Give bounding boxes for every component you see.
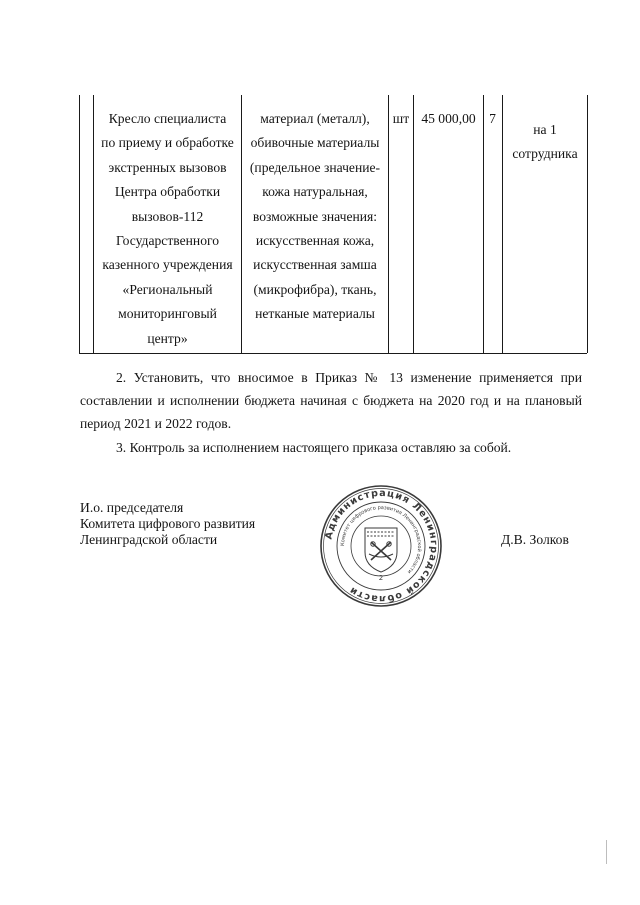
table-border [388, 95, 389, 353]
paragraph-line: период 2021 и 2022 годов. [80, 416, 232, 431]
cell-line: (микрофибра), ткань, [253, 281, 377, 297]
table-border [483, 95, 484, 353]
cell-line: по приему и обработке [101, 135, 234, 151]
table-border [413, 95, 414, 353]
cell-line: центр» [147, 330, 188, 346]
cell-line: «Региональный [122, 281, 213, 297]
table-border [79, 353, 587, 354]
cell-unit [389, 107, 413, 131]
cell-price [414, 107, 483, 131]
cell-line: вызовов-112 [131, 208, 204, 224]
cell-line: материал (металл), [260, 111, 370, 126]
position-line: Ленинградской области [80, 532, 218, 547]
cell-line: казенного учреждения [102, 257, 233, 273]
svg-text:2: 2 [378, 574, 384, 582]
cell-line: искусственная замша [253, 257, 377, 273]
cell-line: на 1 [533, 122, 557, 137]
cell-line: Кресло специалиста [108, 111, 227, 126]
position-line: И.о. председателя [80, 500, 184, 515]
signatory-position [80, 500, 255, 548]
official-seal [319, 484, 443, 608]
items-table [0, 0, 640, 360]
cell-line: искусственная кожа, [255, 233, 375, 249]
cell-item-name [94, 107, 241, 351]
svg-text:Администрация Ленинградской об: Администрация Ленинградской области [323, 487, 440, 605]
cell-count [484, 107, 501, 131]
cell-line: (предельное значение- [249, 159, 381, 175]
cell-line: 7 [489, 111, 496, 126]
cell-line: мониторинговый [118, 306, 217, 322]
table-border [79, 95, 80, 353]
cell-line: кожа натуральная, [262, 184, 368, 200]
cell-line: Государственного [115, 233, 220, 249]
cell-line: 45 000,00 [421, 111, 476, 126]
emblem-icon [365, 528, 397, 572]
cell-line: шт [392, 111, 410, 126]
cell-norm [503, 118, 587, 166]
cell-line: сотрудника [512, 146, 578, 161]
table-border [587, 95, 588, 353]
signer-name: Д.В. Золков [501, 532, 569, 547]
paragraph-line: составлении и исполнении бюджета начиная с бюджета на 2020 год и на плановый [80, 393, 582, 408]
cell-material [242, 107, 388, 327]
cell-line: экстренных вызовов [108, 159, 227, 175]
margin-mark [606, 840, 607, 864]
paragraph-3: 3. Контроль за исполнением настоящего приказа оставляю за собой. [116, 440, 512, 455]
cell-line: обивочные материалы [250, 135, 380, 151]
cell-line: нетканые материалы [255, 306, 375, 322]
svg-text:Комитет цифрового развития Лен: Комитет цифрового развития Ленинградской области [339, 504, 423, 575]
position-line: Комитета цифрового развития [80, 516, 256, 531]
paragraph-line: 2. Установить, что вносимое в Приказ № 13 изменение применяется при [116, 370, 582, 385]
cell-line: Центра обработки [114, 184, 221, 200]
paragraph-2 [80, 366, 582, 435]
cell-line: возможные значения: [252, 208, 378, 224]
